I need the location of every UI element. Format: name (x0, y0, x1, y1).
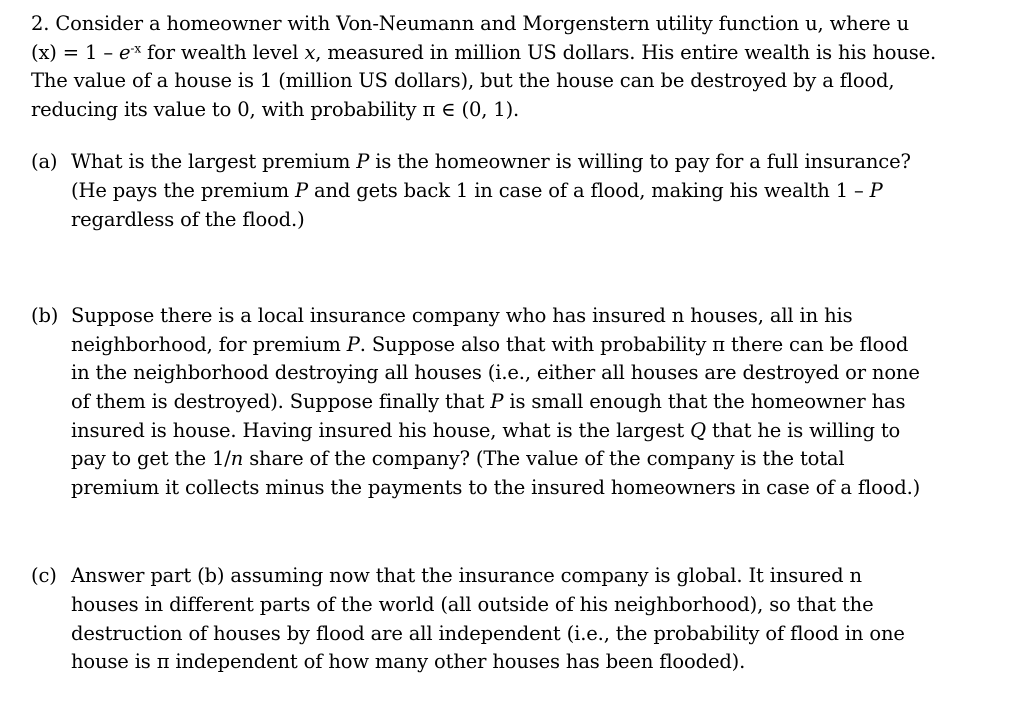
part-b-line-2-text-a: neighborhood, for premium (71, 332, 347, 356)
part-b-line-6 (71, 445, 1006, 474)
variable-P: P (869, 178, 883, 202)
part-b (31, 302, 1006, 502)
variable-P: P (346, 332, 360, 356)
intro-line-4: reducing its value to 0, with probability π ∈ (0, 1). (31, 97, 520, 121)
part-b-line-1: Suppose there is a local insurance company who has insured n houses, all in his (71, 304, 853, 328)
part-a-line-2-text-a: (He pays the premium (71, 178, 295, 202)
part-a-line-1-text-a: What is the largest premium (71, 150, 357, 174)
part-b-line-3: in the neighborhood destroying all houses (i.e., either all houses are destroyed or none (71, 361, 920, 385)
part-a-line-1 (71, 148, 1006, 177)
part-b-line-5-text-a: insured is house. Having insured his house, what is the largest (71, 418, 691, 442)
variable-Q: Q (690, 418, 706, 442)
variable-P: P (356, 150, 370, 174)
part-a (31, 148, 1006, 234)
intro-line-1: 2. Consider a homeowner with Von-Neumann and Morgenstern utility function u, where u (31, 12, 909, 35)
part-c-line-4: house is π independent of how many other houses has been flooded). (71, 650, 746, 674)
intro-line-2 (31, 39, 1006, 68)
part-c-line-2: houses in different parts of the world (all outside of his neighborhood), so that the (71, 592, 874, 616)
intro-line-2-text-c: , measured in million US dollars. His entire wealth is his house. (315, 40, 937, 64)
question-intro (31, 10, 1006, 124)
part-b-line-4-text-a: of them is destroyed). Suppose finally that (71, 389, 491, 413)
part-c (31, 562, 1006, 676)
intro-line-3: The value of a house is 1 (million US dollars), but the house can be destroyed by a flood, (31, 69, 895, 93)
part-a-line-3: regardless of the flood.) (71, 207, 305, 231)
part-b-line-4 (71, 388, 1006, 417)
part-b-line-4-text-b: is small enough that the homeowner has (503, 389, 906, 413)
part-c-label: (c) (31, 564, 57, 588)
part-b-line-5 (71, 417, 1006, 446)
part-a-label: (a) (31, 150, 58, 174)
part-c-line-3: destruction of houses by flood are all independent (i.e., the probability of flood in one (71, 621, 905, 645)
part-b-label: (b) (31, 304, 59, 328)
part-b-line-5-text-b: that he is willing to (705, 418, 901, 442)
euler-e: e (119, 40, 131, 64)
variable-P: P (490, 389, 504, 413)
question-document (31, 10, 1006, 677)
part-a-line-2-text-b: and gets back 1 in case of a flood, making his wealth 1 – (307, 178, 870, 202)
intro-line-2-text-b: for wealth level (141, 40, 305, 64)
part-b-line-6-text-a: pay to get the 1/ (71, 447, 231, 471)
part-a-line-1-text-b: is the homeowner is willing to pay for a full insurance? (369, 150, 911, 174)
intro-line-2-text-a: (x) = 1 – (31, 40, 120, 64)
part-b-line-2 (71, 331, 1006, 360)
part-b-line-2-text-b: . Suppose also that with probability π there can be flood (359, 332, 909, 356)
variable-P: P (295, 178, 308, 202)
part-b-line-6-text-b: share of the company? (The value of the company is the total (243, 447, 845, 471)
part-a-line-2 (71, 177, 1006, 206)
exponent: -x (130, 40, 141, 55)
variable-n: n (230, 447, 244, 471)
part-c-line-1: Answer part (b) assuming now that the insurance company is global. It insured n (71, 564, 862, 588)
variable-x: x (304, 40, 316, 64)
part-b-line-7: premium it collects minus the payments to the insured homeowners in case of a flood.) (71, 475, 921, 499)
